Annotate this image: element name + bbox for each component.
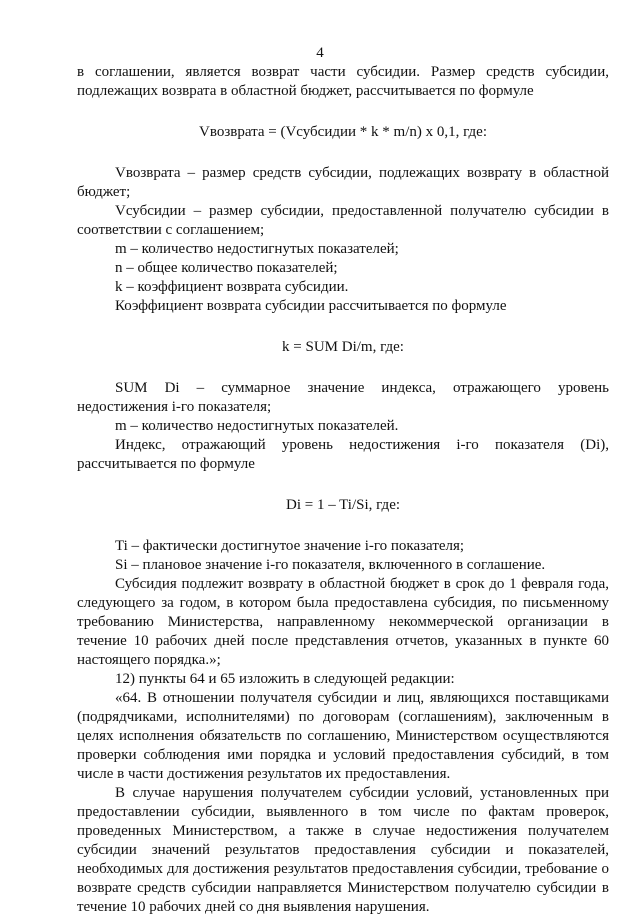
paragraph: Индекс, отражающий уровень недостижения i-го показателя (Di), рассчитывается по формуле <box>77 437 609 472</box>
paragraph: Si – плановое значение i-го показателя, включенного в соглашение. <box>115 557 546 573</box>
document-body <box>77 63 609 917</box>
formula-k: k = SUM Di/m, где: <box>282 339 404 355</box>
formula-di: Di = 1 – Ti/Si, где: <box>285 497 401 513</box>
paragraph: 12) пункты 64 и 65 изложить в следующей редакции: <box>115 671 455 687</box>
paragraph: Vвозврата – размер средств субсидии, подлежащих возврату в областной бюджет; <box>77 165 609 200</box>
paragraph: В случае нарушения получателем субсидии условий, установленных при предоставлении субсидии, выявленного в том числе по фактам проверок, проведенных Министерством, а также в случае недостижения получателем субсидии значений результатов предоставления субсидии и показателей, необходимых для достижения результатов предоставления субсидии, требование о возврате средств субсидии направляется Министерством получателю субсидии в течение 10 рабочих дней со дня выявления нарушения. <box>77 785 609 915</box>
paragraph: n – общее количество показателей; <box>115 260 338 276</box>
page-number: 4 <box>316 45 324 61</box>
paragraph: Vсубсидии – размер субсидии, предоставленной получателю субсидии в соответствии с соглашением; <box>77 203 609 238</box>
formula-v-vozvrata: Vвозврата = (Vсубсидии * k * m/n) x 0,1, где: <box>199 124 487 140</box>
paragraph: m – количество недостигнутых показателей. <box>115 418 399 434</box>
paragraph: в соглашении, является возврат части субсидии. Размер средств субсидии, подлежащих возврата в областной бюджет, рассчитывается по формуле <box>77 64 609 99</box>
paragraph: m – количество недостигнутых показателей; <box>115 241 399 257</box>
paragraph: «64. В отношении получателя субсидии и лиц, являющихся поставщиками (подрядчиками, исполнителями) по договорам (соглашениям), заключенным в целях исполнения обязательств по соглашению, Министерством осуществляются проверки соблюдения ими порядка и условий предоставления субсидий, в том числе в части достижения результатов их предоставления. <box>77 690 609 782</box>
paragraph: Субсидия подлежит возврату в областной бюджет в срок до 1 февраля года, следующего за годом, в котором была предоставлена субсидия, по письменному требованию Министерства, направленному некоммерческой организации в течение 10 рабочих дней после представления отчетов, указанных в пункте 60 настоящего порядка.»; <box>77 576 609 668</box>
paragraph: Ti – фактически достигнутое значение i-го показателя; <box>115 538 465 554</box>
paragraph: k – коэффициент возврата субсидии. <box>115 279 349 295</box>
paragraph: SUM Di – суммарное значение индекса, отражающего уровень недостижения i-го показателя; <box>77 380 609 415</box>
paragraph: Коэффициент возврата субсидии рассчитывается по формуле <box>115 298 507 314</box>
